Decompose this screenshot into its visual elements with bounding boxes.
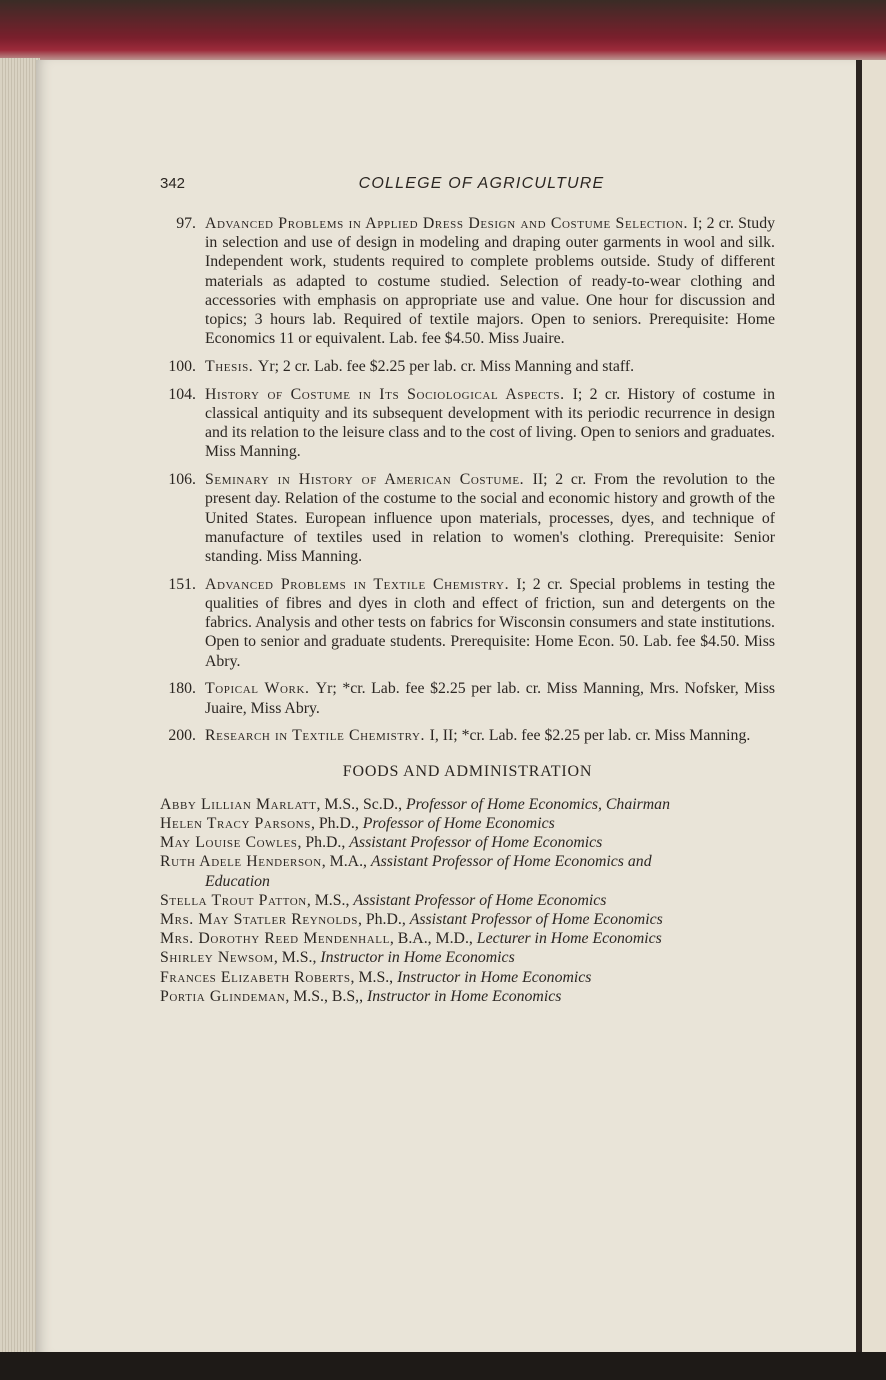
course-title: Thesis. — [205, 358, 258, 376]
course-title: Seminary in History of American Costume. — [205, 471, 533, 489]
staff-degrees: , M.S., — [306, 891, 354, 909]
course-number: 106. — [168, 471, 196, 489]
course-description: I, II; *cr. Lab. fee $2.25 per lab. cr. Miss Manning. — [429, 727, 751, 745]
course-description: Yr; *cr. Lab. fee $2.25 per lab. cr. Miss Manning, Mrs. Nofsker, Miss Juaire, Miss Abry. — [205, 680, 775, 717]
book-binding-top — [0, 0, 886, 64]
course-title: Research in Textile Chemistry. — [205, 727, 430, 745]
course-description: I; 2 cr. Study in selection and use of design in modeling and draping outer garments in wool and silk. Independent work, students required to complete problems outside. Study of different materials as adapted to costume studied. Selection of ready-to-wear clothing and accessories with emphasis on appropriate use and value. One hour for discussion and topics; 3 hours lab. Required of textile majors. Open to seniors. Prerequisite: Home Economics 11 or equivalent. Lab. fee $4.50. Miss Juaire. — [205, 215, 775, 348]
staff-title: Assistant Professor of Home Economics — [353, 891, 607, 909]
course-title: History of Costume in Its Sociological Aspects. — [205, 385, 573, 403]
staff-title: Professor of Home Economics, Chairman — [405, 795, 670, 813]
staff-title: Professor of Home Economics — [362, 815, 555, 833]
staff-degrees: , B.A., M.D., — [389, 930, 477, 948]
staff-name: Shirley Newsom — [160, 949, 274, 967]
course-list — [160, 214, 775, 746]
staff-entry — [160, 891, 775, 910]
course-number: 180. — [168, 680, 196, 698]
section-heading: FOODS AND ADMINISTRATION — [342, 762, 593, 780]
course-entry — [160, 470, 775, 566]
staff-title: Assistant Professor of Home Economics and — [370, 853, 652, 871]
staff-title: Assistant Professor of Home Economics — [409, 911, 663, 929]
page-content — [160, 174, 775, 1006]
course-title: Advanced Problems in Applied Dress Design and Costume Selection. — [205, 215, 693, 232]
course-number: 104. — [168, 385, 196, 403]
staff-title: Assistant Professor of Home Economics — [349, 834, 603, 852]
course-number: 97. — [176, 215, 196, 232]
staff-name: Mrs. Dorothy Reed Mendenhall — [160, 930, 390, 948]
staff-degrees: , Ph.D., — [297, 834, 350, 852]
staff-degrees: , M.S., B.S,, — [285, 987, 368, 1005]
staff-degrees: , M.A., — [321, 853, 371, 871]
page-edges-left — [0, 58, 40, 1358]
staff-entry — [160, 910, 775, 929]
course-number: 200. — [168, 727, 196, 745]
staff-degrees: , M.S., Sc.D., — [316, 795, 406, 813]
staff-degrees: , Ph.D., — [310, 815, 363, 833]
staff-entry — [160, 968, 775, 987]
course-entry — [160, 214, 775, 348]
course-entry — [160, 726, 775, 745]
running-head — [160, 174, 775, 198]
book-page-right-edge — [856, 60, 886, 1360]
staff-degrees: , M.S., — [350, 968, 398, 986]
course-description: II; 2 cr. From the revolution to the present day. Relation of the costume to the social and economic history and growth of the United States. European influence upon materials, processes, dyes, and technique of manufacture of textiles used in relation to women's clothing. Prerequisite: Senior standing. Miss Manning. — [205, 471, 775, 566]
course-title: Topical Work. — [205, 680, 316, 698]
staff-entry — [160, 795, 775, 814]
course-entry — [160, 357, 775, 376]
staff-entry-continuation — [160, 872, 775, 891]
staff-degrees: , Ph.D., — [357, 911, 410, 929]
course-entry — [160, 679, 775, 717]
staff-name: Portia Glindeman — [160, 987, 286, 1005]
course-description: Yr; 2 cr. Lab. fee $2.25 per lab. cr. Miss Manning and staff. — [257, 358, 635, 376]
scan-background-bottom — [0, 1352, 886, 1380]
staff-entry — [160, 852, 775, 871]
staff-name: Abby Lillian Marlatt — [160, 795, 317, 813]
staff-title: Instructor in Home Economics — [397, 968, 592, 986]
staff-entry — [160, 833, 775, 852]
staff-name: May Louise Cowles — [160, 834, 298, 852]
course-entry — [160, 575, 775, 671]
running-title: COLLEGE OF AGRICULTURE — [358, 175, 605, 192]
staff-name: Stella Trout Patton — [160, 891, 307, 909]
staff-name: Ruth Adele Henderson — [160, 853, 322, 871]
staff-entry — [160, 814, 775, 833]
course-description: I; 2 cr. Special problems in testing the qualities of fibres and dyes in cloth and effect of friction, sun and detergents on the fabrics. Analysis and other tests on fabrics for Wisconsin consumers and state institutions. Open to senior and graduate students. Prerequisite: Home Econ. 50. Lab. fee $4.50. Miss Abry. — [205, 575, 775, 670]
staff-title-continuation: Education — [205, 872, 270, 890]
course-number: 100. — [168, 358, 196, 376]
page-number: 342 — [160, 175, 186, 192]
staff-list — [160, 795, 775, 1006]
staff-title: Instructor in Home Economics — [320, 949, 515, 967]
course-entry — [160, 385, 775, 462]
staff-entry — [160, 929, 775, 948]
staff-name: Frances Elizabeth Roberts — [160, 968, 351, 986]
staff-title: Lecturer in Home Economics — [476, 930, 662, 948]
course-number: 151. — [168, 575, 196, 593]
course-title: Advanced Problems in Textile Chemistry. — [205, 575, 517, 593]
staff-name: Mrs. May Statler Reynolds — [160, 911, 358, 929]
course-description: I; 2 cr. History of costume in classical antiquity and its subsequent development with its periodic recurrence in design and its relation to the leisure class and to the cost of living. Open to seniors and graduates. Miss Manning. — [205, 385, 776, 461]
staff-title: Instructor in Home Economics — [367, 987, 562, 1005]
staff-entry — [160, 948, 775, 967]
staff-degrees: , M.S., — [273, 949, 321, 967]
staff-entry — [160, 987, 775, 1006]
staff-name: Helen Tracy Parsons — [160, 815, 311, 833]
